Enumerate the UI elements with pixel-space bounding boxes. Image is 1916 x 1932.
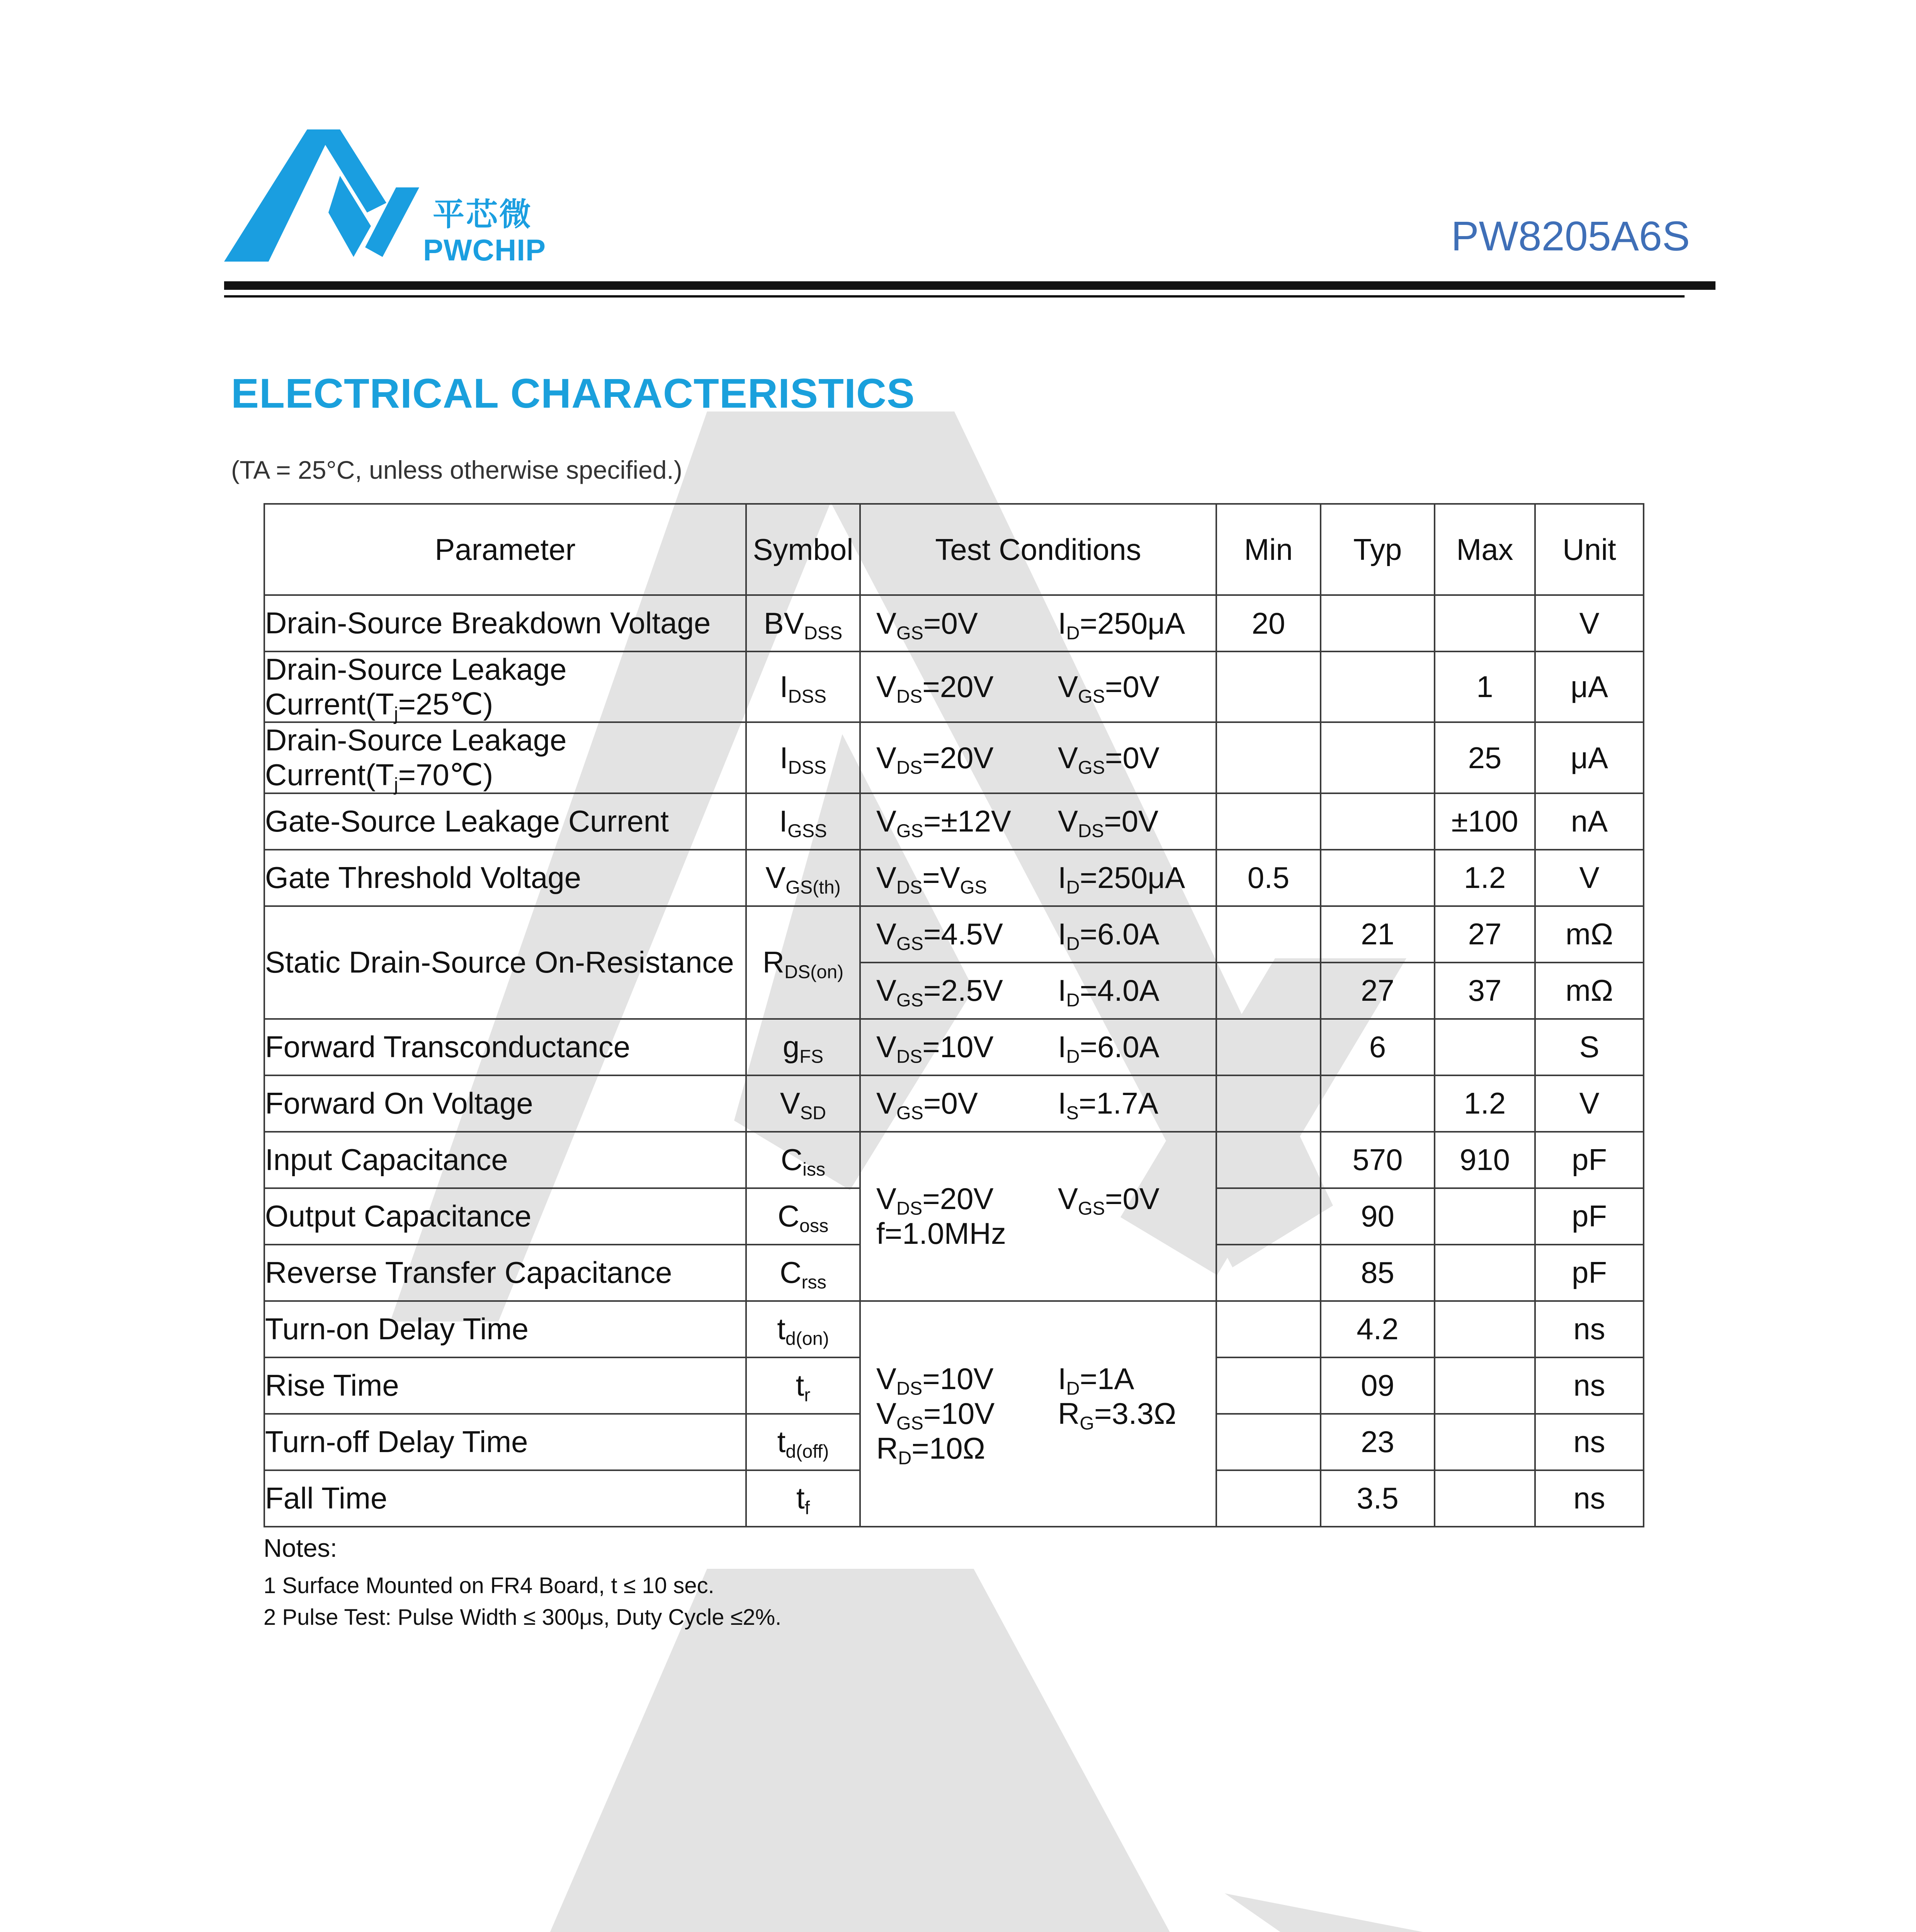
condition-cell: $V_{DS}=20V$ $V_{GS}=0V$ [860, 651, 1216, 722]
symbol-cell: $t_f$ [746, 1470, 860, 1527]
symbol-cell: $C_{oss}$ [746, 1188, 860, 1245]
parameter-cell: Drain-Source Leakage $Current(T_j=25℃)$ [264, 651, 746, 722]
column-header: Min [1216, 504, 1321, 595]
condition-cell: $V_{GS}=4.5V$ $I_D=6.0A$ [860, 906, 1216, 963]
symbol-cell: $t_{d(off)}$ [746, 1414, 860, 1470]
parameter-cell: Rise Time [264, 1357, 746, 1414]
unit-cell: ns [1535, 1470, 1644, 1527]
max-cell: 37 [1435, 963, 1535, 1019]
typ-cell [1321, 595, 1435, 651]
unit-cell: nA [1535, 793, 1644, 850]
max-cell [1435, 1301, 1535, 1357]
min-cell [1216, 1132, 1321, 1188]
max-cell [1435, 1357, 1535, 1414]
parameter-cell: Static Drain-Source On-Resistance [264, 906, 746, 1019]
typ-cell [1321, 651, 1435, 722]
logo-chinese-name: 平芯微 [433, 196, 533, 233]
max-cell [1435, 1019, 1535, 1075]
min-cell [1216, 1470, 1321, 1527]
table-row [264, 722, 1644, 793]
min-cell [1216, 1019, 1321, 1075]
unit-cell: ns [1535, 1414, 1644, 1470]
parameter-cell: Drain-Source Leakage $Current(T_j=70℃)$ [264, 722, 746, 793]
min-cell [1216, 1188, 1321, 1245]
typ-cell [1321, 850, 1435, 906]
symbol-cell: $g_{FS}$ [746, 1019, 860, 1075]
max-cell [1435, 1414, 1535, 1470]
min-cell [1216, 651, 1321, 722]
parameter-cell: Turn-off Delay Time [264, 1414, 746, 1470]
table-row [264, 1132, 1644, 1188]
conditions-note: (TA = 25°C, unless otherwise specified.) [231, 456, 682, 484]
parameter-cell: Input Capacitance [264, 1132, 746, 1188]
min-cell: 0.5 [1216, 850, 1321, 906]
symbol-cell: $V_{SD}$ [746, 1075, 860, 1132]
max-cell: 27 [1435, 906, 1535, 963]
switching-condition-cell: $V_{DS}=10V$ $I_D=1A$ $V_{GS}=10V$ $R_G=3.3\Omega$ $R_D=10\Omega$ [860, 1301, 1216, 1527]
symbol-cell: $I_{DSS}$ [746, 651, 860, 722]
column-header: Max [1435, 504, 1535, 595]
min-cell [1216, 906, 1321, 963]
table-header-row [264, 504, 1644, 595]
typ-cell: 85 [1321, 1245, 1435, 1301]
capacitance-condition-cell: $V_{DS}=20V$ $V_{GS}=0V$ f=1.0MHz [860, 1132, 1216, 1301]
header-rule-thin [224, 295, 1685, 298]
condition-cell: $V_{GS}=0V$ $I_D=250\mu A$ [860, 595, 1216, 651]
unit-cell: mΩ [1535, 963, 1644, 1019]
condition-cell: $V_{GS}=2.5V$ $I_D=4.0A$ [860, 963, 1216, 1019]
table-row [264, 850, 1644, 906]
unit-cell: pF [1535, 1188, 1644, 1245]
min-cell [1216, 1075, 1321, 1132]
condition-cell: $V_{DS}=V_{GS}$ $I_D=250\mu A$ [860, 850, 1216, 906]
logo-english-name: PWCHIP [423, 233, 546, 267]
max-cell: 1.2 [1435, 850, 1535, 906]
max-cell [1435, 1470, 1535, 1527]
parameter-cell: Fall Time [264, 1470, 746, 1527]
typ-cell: 21 [1321, 906, 1435, 963]
parameter-cell: Output Capacitance [264, 1188, 746, 1245]
section-title: ELECTRICAL CHARACTERISTICS [231, 370, 915, 417]
max-cell [1435, 1188, 1535, 1245]
min-cell [1216, 722, 1321, 793]
max-cell: 1.2 [1435, 1075, 1535, 1132]
max-cell: ±100 [1435, 793, 1535, 850]
column-header: Parameter [264, 504, 746, 595]
condition-cell: $V_{DS}=10V$ $I_D=6.0A$ [860, 1019, 1216, 1075]
parameter-cell: Gate Threshold Voltage [264, 850, 746, 906]
column-header: Symbol [746, 504, 860, 595]
table-row [264, 595, 1644, 651]
min-cell [1216, 1357, 1321, 1414]
typ-cell [1321, 1075, 1435, 1132]
typ-cell: 570 [1321, 1132, 1435, 1188]
parameter-cell: Turn-on Delay Time [264, 1301, 746, 1357]
symbol-cell: $C_{rss}$ [746, 1245, 860, 1301]
document-code: PW8205A6S [1451, 213, 1690, 259]
typ-cell: 27 [1321, 963, 1435, 1019]
symbol-cell: $t_{d(on)}$ [746, 1301, 860, 1357]
typ-cell: 3.5 [1321, 1470, 1435, 1527]
unit-cell: μA [1535, 722, 1644, 793]
unit-cell: S [1535, 1019, 1644, 1075]
unit-cell: μA [1535, 651, 1644, 722]
symbol-cell: $C_{iss}$ [746, 1132, 860, 1188]
min-cell [1216, 963, 1321, 1019]
symbol-cell: $R_{DS(on)}$ [746, 906, 860, 1019]
max-cell [1435, 595, 1535, 651]
symbol-cell: $I_{DSS}$ [746, 722, 860, 793]
header-rule [224, 281, 1715, 290]
typ-cell: 4.2 [1321, 1301, 1435, 1357]
note-item: 2 Pulse Test: Pulse Width ≤ 300μs, Duty Cycle ≤2%. [264, 1605, 782, 1630]
typ-cell: 6 [1321, 1019, 1435, 1075]
unit-cell: V [1535, 850, 1644, 906]
notes-title: Notes: [264, 1534, 337, 1562]
min-cell [1216, 793, 1321, 850]
symbol-cell: $BV_{DSS}$ [746, 595, 860, 651]
table-row [264, 1301, 1644, 1357]
min-cell [1216, 1414, 1321, 1470]
parameter-cell: Reverse Transfer Capacitance [264, 1245, 746, 1301]
typ-cell: 09 [1321, 1357, 1435, 1414]
typ-cell [1321, 722, 1435, 793]
parameter-cell: Gate-Source Leakage Current [264, 793, 746, 850]
table-row [264, 906, 1644, 963]
table-row [264, 651, 1644, 722]
max-cell: 1 [1435, 651, 1535, 722]
electrical-characteristics-table [264, 503, 1644, 1527]
unit-cell: ns [1535, 1301, 1644, 1357]
typ-cell: 90 [1321, 1188, 1435, 1245]
max-cell: 910 [1435, 1132, 1535, 1188]
unit-cell: mΩ [1535, 906, 1644, 963]
note-item: 1 Surface Mounted on FR4 Board, t ≤ 10 sec. [264, 1573, 714, 1598]
unit-cell: pF [1535, 1245, 1644, 1301]
min-cell [1216, 1245, 1321, 1301]
max-cell [1435, 1245, 1535, 1301]
column-header: Unit [1535, 504, 1644, 595]
condition-cell: $V_{GS}=0V$ $I_S=1.7A$ [860, 1075, 1216, 1132]
column-header: Typ [1321, 504, 1435, 595]
symbol-cell: $t_r$ [746, 1357, 860, 1414]
unit-cell: V [1535, 1075, 1644, 1132]
symbol-cell: $V_{GS(th)}$ [746, 850, 860, 906]
symbol-cell: $I_{GSS}$ [746, 793, 860, 850]
parameter-cell: Forward On Voltage [264, 1075, 746, 1132]
min-cell [1216, 1301, 1321, 1357]
typ-cell: 23 [1321, 1414, 1435, 1470]
unit-cell: ns [1535, 1357, 1644, 1414]
typ-cell [1321, 793, 1435, 850]
max-cell: 25 [1435, 722, 1535, 793]
table-row [264, 793, 1644, 850]
condition-cell: $V_{GS}=\pm 12V$ $V_{DS}=0V$ [860, 793, 1216, 850]
column-header: Test Conditions [860, 504, 1216, 595]
unit-cell: V [1535, 595, 1644, 651]
parameter-cell: Forward Transconductance [264, 1019, 746, 1075]
parameter-cell: Drain-Source Breakdown Voltage [264, 595, 746, 651]
min-cell: 20 [1216, 595, 1321, 651]
table-row [264, 1075, 1644, 1132]
unit-cell: pF [1535, 1132, 1644, 1188]
table-row [264, 1019, 1644, 1075]
condition-cell: $V_{DS}=20V$ $V_{GS}=0V$ [860, 722, 1216, 793]
